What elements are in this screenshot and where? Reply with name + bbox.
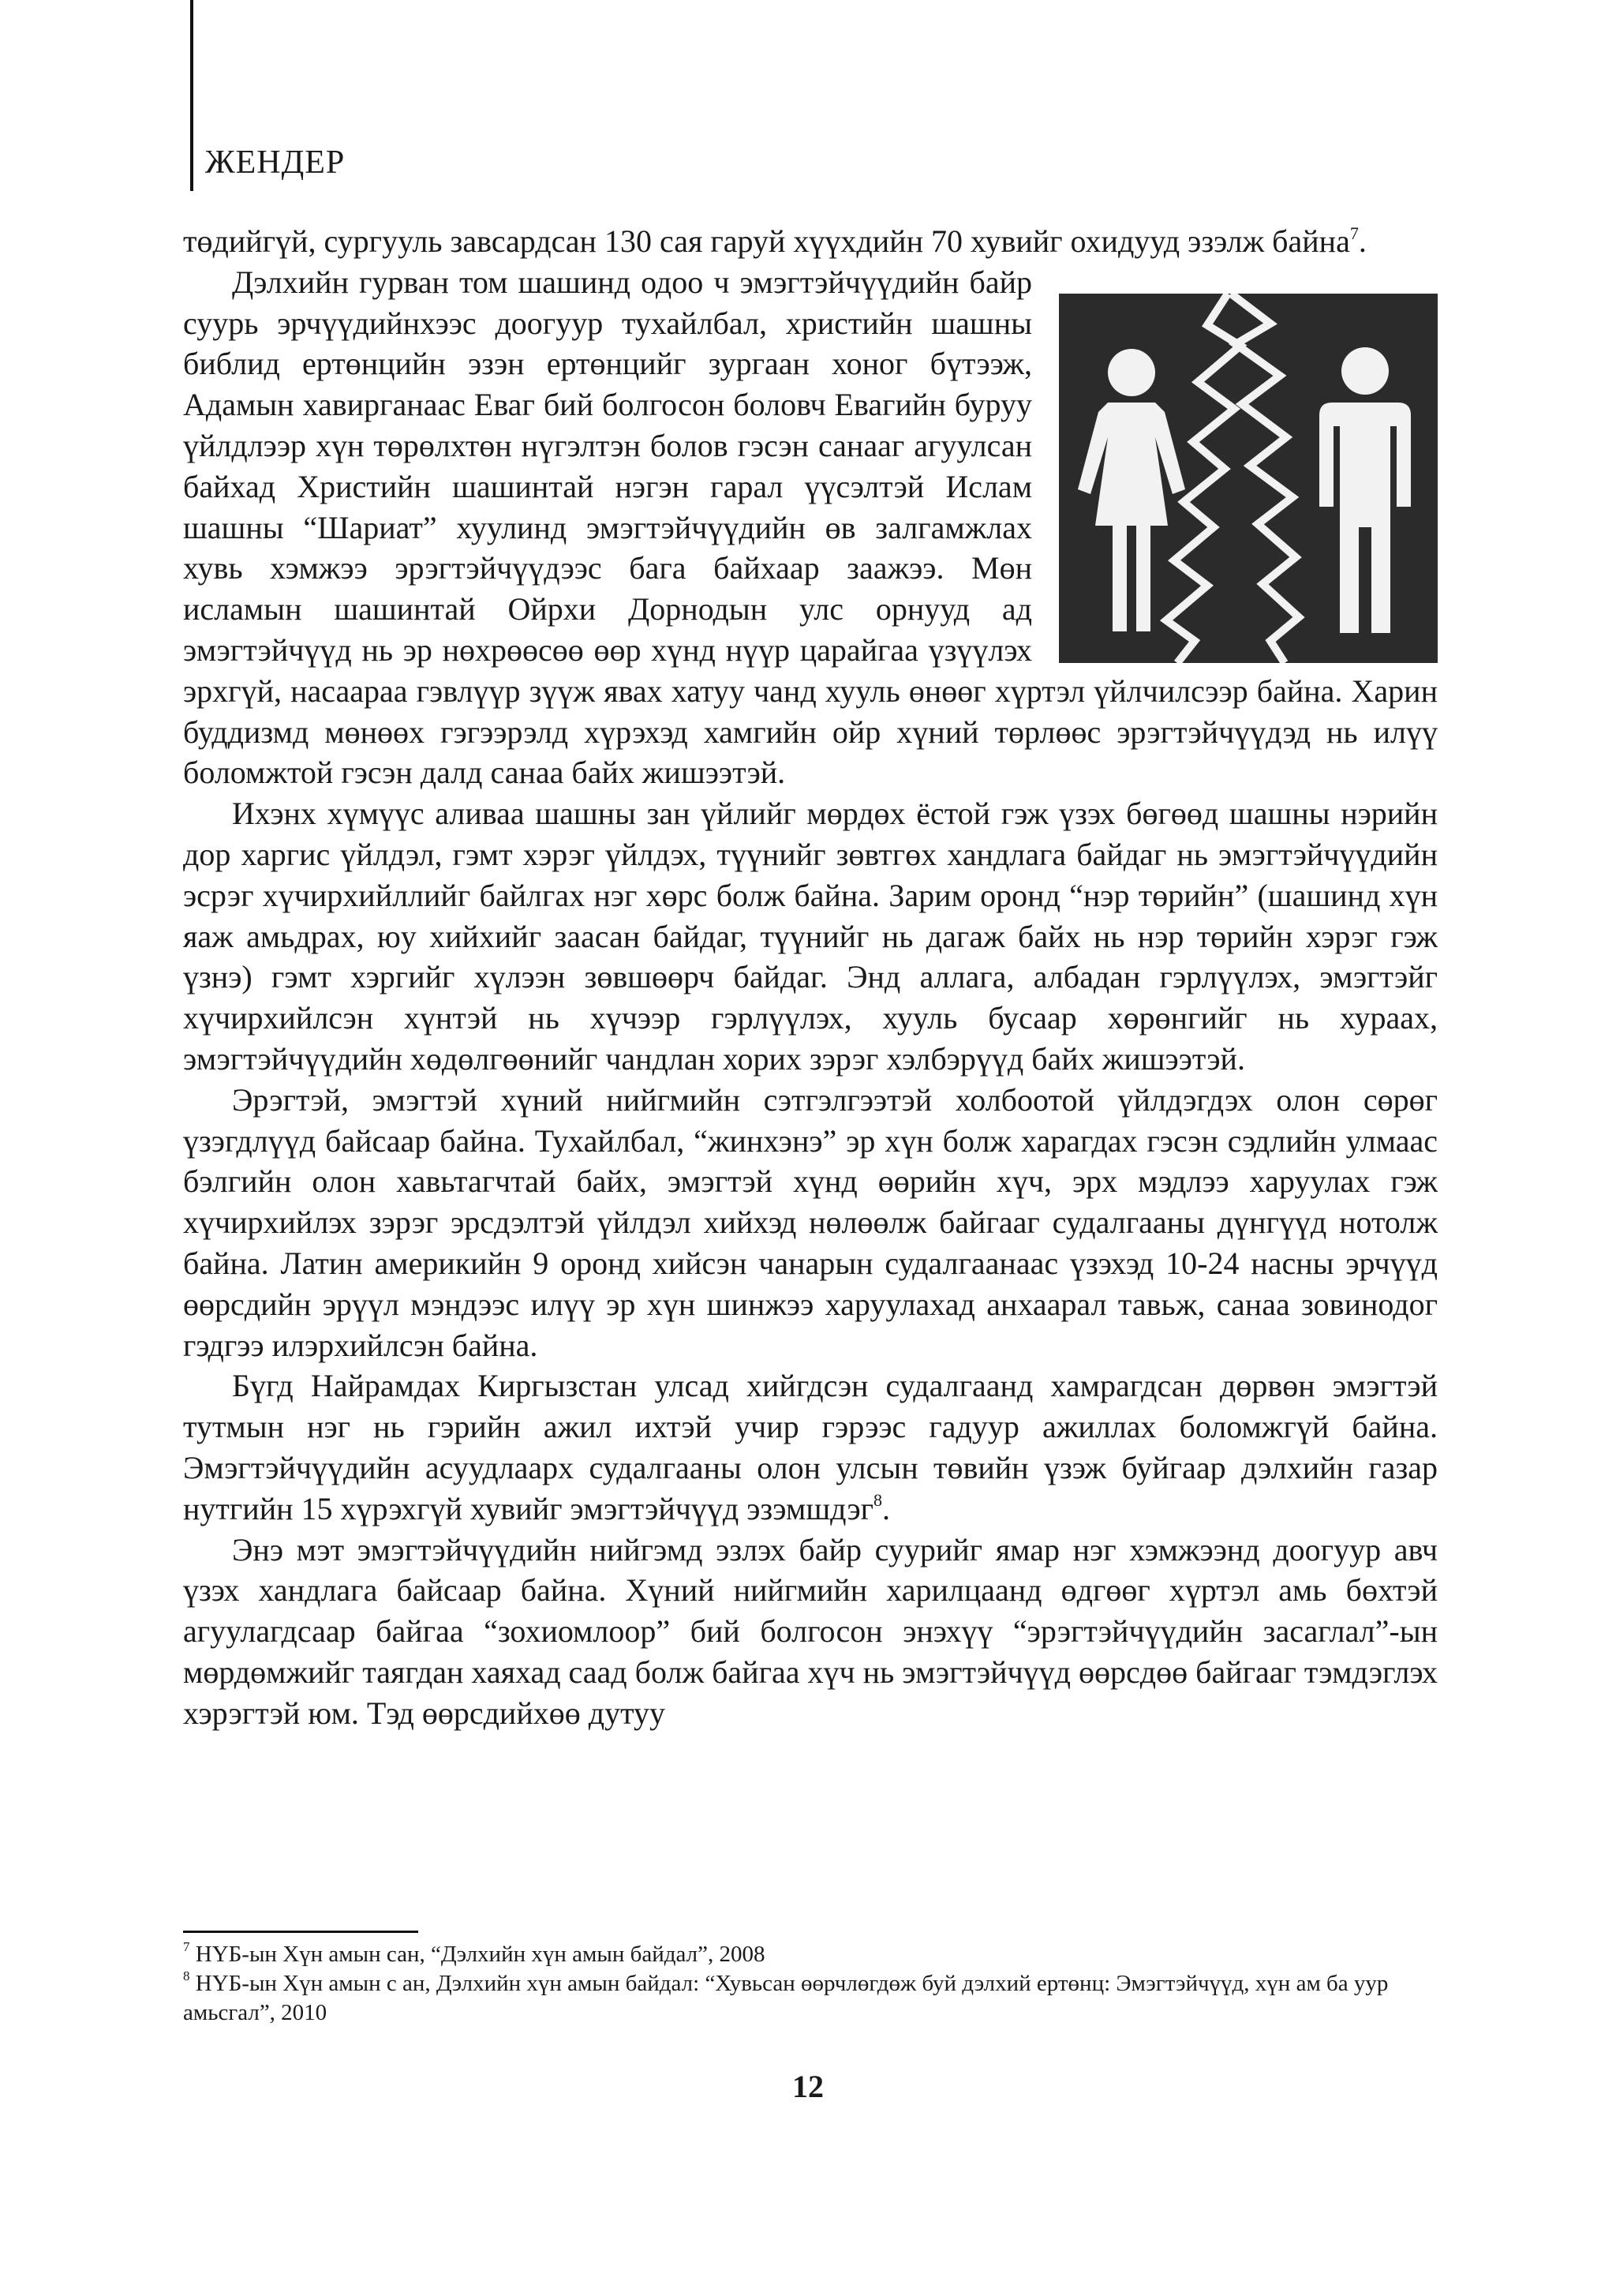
- paragraph-2: Дэлхийн гурван том шашинд одоо ч эмэгтэйчүүдийн байр суурь эрчүүдийнхээс доогуур тухайлбал, христийн шашны библид ертөнцийн эзэн ертөнцийг зургаан хоног бүтээж, Адамын хавирганаас Еваг бий болгосон боловч Евагийн буруу үйлдлээр хүн төрөлхтөн нүгэлтэн болов гэсэн санааг агуулсан байхад Христийн шашинтай нэгэн гарал үүсэлтэй Ислам шашны “Шариат” хуулинд эмэгтэйчүүдийн өв залгамжлах хувь хэмжээ эрэгтэйчүүдээс бага байхаар заажээ. Мөн исламын шашинтай Ойрхи Дорнодын улс орнууд ад эмэгтэйчүүд нь эр нөхрөөсөө өөр хүнд нүүр царайгаа үзүүлэх эрхгүй, насаараа гэвлүүр зүүж явах хатуу чанд хууль өнөөг хүртэл үйлчилсээр байна. Харин буддизмд мөнөөх гэгээрэлд хүрэхэд хамгийн ойр хүний төрлөөс эрэгтэйчүүдэд нь илүү боломжтой гэсэн далд санаа байх жишээтэй.: [183, 264, 1438, 791]
- paragraph-5-end: .: [882, 1490, 891, 1526]
- footnote-separator: [183, 1931, 418, 1933]
- footnote-mark-7: 7: [183, 1939, 190, 1955]
- paragraph-6: Энэ мэт эмэгтэйчүүдийн нийгэмд эзлэх байр суурийг ямар нэг хэмжээнд доогуур авч үзэх хандлага байсаар байна. Хүний нийгмийн харилцаанд өдгөөг хүртэл амь бөхтэй агуулагдсаар байгаа “зохиомлоор” бий болгосон энэхүү “эрэгтэйчүүдийн засаглал”-ын мөрдөмжийг таягдан хаяхад саад болж байгаа хүч нь эмэгтэйчүүд өөрсдөө байгааг тэмдэглэх хэрэгтэй юм. Тэд өөрсдийхөө дутуу: [183, 1531, 1438, 1731]
- footnote-mark-8: 8: [183, 1968, 190, 1984]
- gender-divide-illustration: [1059, 294, 1438, 663]
- paragraph-4: Эрэгтэй, эмэгтэй хүний нийгмийн сэтгэлгээтэй холбоотой үйлдэгдэх олон сөрөг үзэгдлүүд байсаар байна. Тухайлбал, “жинхэнэ” эр хүн болж харагдах гэсэн сэдлийн улмаас бэлгийн олон хавьтагчтай байх, эмэгтэй хүнд өөрийн хүч, эрх мэдлээ харуулах гэж хүчирхийлэх зэрэг эрсдэлтэй үйлдэл хийхэд нөлөөлж байгааг судалгааны дүнгүүд нотолж байна. Латин америкийн 9 оронд хийсэн чанарын судалгаанаас үзэхэд 10-24 насны эрчүүд өөрсдийн эрүүл мэндээс илүү эр хүн шинжээ харуулахад анхаарал тавьж, санаа зовинодог гэдгээ илэрхийлсэн байна.: [183, 1081, 1438, 1363]
- paragraph-5: [183, 1365, 1438, 1529]
- footnotes: [183, 1940, 1438, 2028]
- footnote-7-text: НҮБ-ын Хүн амын сан, “Дэлхийн хүн амын байдал”, 2008: [189, 1942, 765, 1967]
- footnote-ref-7: 7: [1349, 223, 1359, 243]
- header-vertical-rule: [190, 0, 193, 191]
- paragraph-1: [183, 221, 1438, 262]
- paragraph-3: Ихэнх хүмүүс аливаа шашны зан үйлийг мөрдөх ёстой гэж үзэх бөгөөд шашны нэрийн дор харгис үйлдэл, гэмт хэрэг үйлдэх, түүнийг зөвтгөх хандлага байдаг нь эмэгтэйчүүдийн эсрэг хүчирхийллийг байлгах нэг хөрс болж байна. Зарим оронд “нэр төрийн” (шашинд хүн яаж амьдрах, юу хийхийг заасан байдаг, түүнийг нь дагаж байх нь нэр төрийн хэрэг гэж үзнэ) гэмт хэргийг хүлээн зөвшөөрч байдаг. Энд аллага, албадан гэрлүүлэх, эмэгтэйг хүчирхийлсэн хүнтэй нь хүчээр гэрлүүлэх, хууль бусаар хөрөнгийг нь хураах, эмэгтэйчүүдийн хөдөлгөөнийг чандлан хорих зэрэг хэлбэрүүд байх жишээтэй.: [183, 796, 1438, 1077]
- paragraph-5-text: Бүгд Найрамдах Киргызстан улсад хийгдсэн судалгаанд хамрагдсан дөрвөн эмэгтэй тутмын нэг нь гэрийн ажил ихтэй учир гэрээс гадуур ажиллах боломжгүй байна. Эмэгтэйчүүдийн асуудлаарх судалгааны олон улсын төвийн үзэж буйгаар дэлхийн газар нутгийн 15 хүрэхгүй хувийг эмэгтэйчүүд эзэмшдэг: [183, 1368, 1438, 1526]
- paragraph-1-end: .: [1358, 223, 1367, 259]
- page-number: 12: [792, 2069, 824, 2104]
- footnote-8: [183, 1969, 1438, 2028]
- footnote-7: [183, 1940, 1438, 1969]
- running-head: ЖЕНДЕР: [205, 144, 346, 181]
- body-text: [183, 221, 1438, 1733]
- footnote-ref-8: 8: [873, 1490, 883, 1511]
- paragraph-1-text: төдийгүй, сургууль завсардсан 130 сая гаруй хүүхдийн 70 хувийг охидууд эзэлж байна: [183, 223, 1350, 259]
- footnote-8-text: НҮБ-ын Хүн амын с ан, Дэлхийн хүн амын байдал: “Хувьсан өөрчлөгдөж буй дэлхий ертөнц: Эмэгтэйчүүд, хүн ам ба уур амьсгал”, 2010: [183, 1971, 1389, 2025]
